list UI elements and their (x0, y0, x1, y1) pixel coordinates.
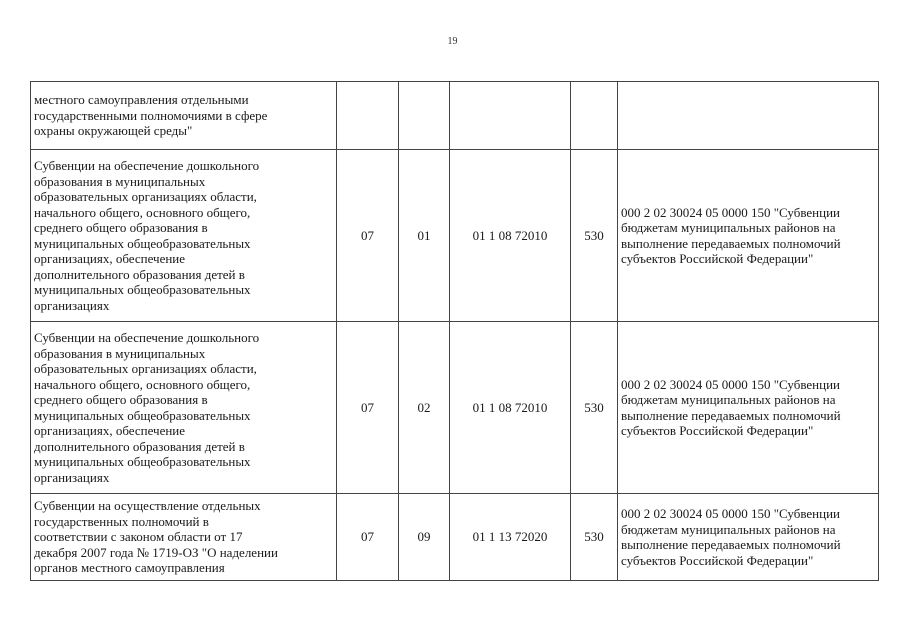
revenue-code: 000 2 02 30024 05 0000 150 "Субвенции бюджетам муниципальных районов на выполнение передаваемых полномочий субъектов Российской Федерации" (621, 506, 841, 568)
expense-type-cell (571, 322, 618, 494)
subsection-code: 01 (417, 227, 431, 243)
subsection-code: 02 (417, 399, 431, 415)
section-cell (337, 494, 399, 581)
target-code-cell (450, 82, 571, 150)
section-code: 07 (361, 399, 374, 415)
target-code-cell (450, 494, 571, 581)
target-code-cell (450, 150, 571, 322)
section-cell (337, 82, 399, 150)
expense-type-cell (571, 82, 618, 150)
revenue-code: 000 2 02 30024 05 0000 150 "Субвенции бюджетам муниципальных районов на выполнение передаваемых полномочий субъектов Российской Федерации" (621, 204, 841, 266)
expense-type-code: 530 (584, 399, 604, 415)
expense-name-cell (31, 82, 337, 150)
expense-name-cell (31, 322, 337, 494)
expense-type-cell (571, 150, 618, 322)
subsection-cell (399, 322, 450, 494)
expense-name: Субвенции на обеспечение дошкольного образования в муниципальных образовательных организациях области, начального общего, основного общего, среднего общего образования в муниципальных общеобразовательных организациях, обеспечение дополнительного образования детей в муниципальных общеобразовательных организациях (34, 158, 260, 313)
expense-type-code: 530 (584, 227, 604, 243)
section-cell (337, 322, 399, 494)
target-code: 01 1 08 72010 (472, 227, 548, 243)
subsection-cell (399, 150, 450, 322)
table-row (31, 494, 879, 581)
page-number: 19 (447, 36, 458, 47)
expense-name: местного самоуправления отдельными государственными полномочиями в сфере охраны окружающей среды" (34, 92, 268, 139)
expense-name: Субвенции на обеспечение дошкольного образования в муниципальных образовательных организациях области, начального общего, основного общего, среднего общего образования в муниципальных общеобразовательных организациях, обеспечение дополнительного образования детей в муниципальных общеобразовательных организациях (34, 330, 260, 485)
revenue-code-cell (618, 82, 879, 150)
budget-table (30, 81, 879, 581)
revenue-code-cell (618, 322, 879, 494)
revenue-code-cell (618, 150, 879, 322)
section-code: 07 (361, 227, 374, 243)
target-code-cell (450, 322, 571, 494)
subsection-cell (399, 494, 450, 581)
target-code: 01 1 13 72020 (472, 529, 548, 545)
expense-name-cell (31, 494, 337, 581)
table-row (31, 322, 879, 494)
subsection-code: 09 (417, 529, 431, 545)
expense-type-code: 530 (584, 529, 604, 545)
revenue-code-cell (618, 494, 879, 581)
table-row (31, 82, 879, 150)
expense-name: Субвенции на осуществление отдельных государственных полномочий в соответствии с законом области от 17 декабря 2007 года № 1719-ОЗ "О наделении органов местного самоуправления (34, 498, 278, 576)
expense-type-cell (571, 494, 618, 581)
table-row (31, 150, 879, 322)
section-code: 07 (361, 529, 374, 545)
subsection-cell (399, 82, 450, 150)
section-cell (337, 150, 399, 322)
target-code: 01 1 08 72010 (472, 399, 548, 415)
expense-name-cell (31, 150, 337, 322)
revenue-code: 000 2 02 30024 05 0000 150 "Субвенции бюджетам муниципальных районов на выполнение передаваемых полномочий субъектов Российской Федерации" (621, 376, 841, 438)
